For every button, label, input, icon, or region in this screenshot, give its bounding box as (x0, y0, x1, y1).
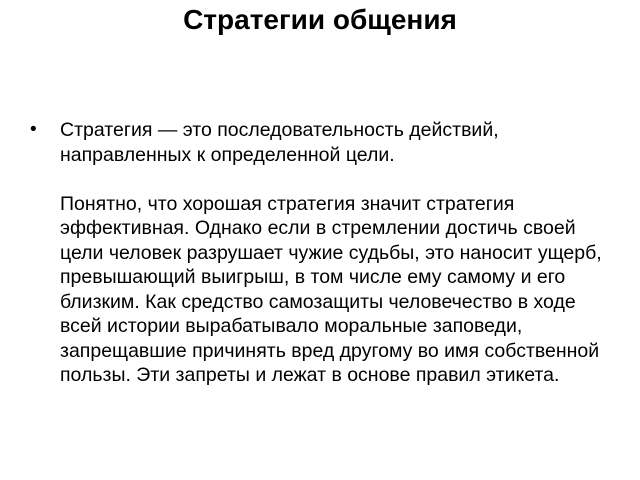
slide-title: Стратегии общения (183, 4, 457, 35)
bullet-item (30, 118, 610, 388)
bullet-icon: • (30, 119, 37, 140)
paragraph-definition: Стратегия — это последовательность действий, направленных к определенной цели. (60, 119, 499, 166)
bullet-list (30, 118, 610, 388)
paragraph-explanation: Понятно, что хорошая стратегия значит стратегия эффективная. Однако если в стремлении достичь своей цели человек разрушает чужие судьбы, это наносит ущерб, превышающий выигрыш, в том числе ему самому и его близким. Как средство самозащиты человечество в ходе всей истории вырабатывало моральные заповеди, запрещавшие причинять вред другому во имя собственной пользы. Эти запреты и лежат в основе правил этикета. (60, 192, 602, 386)
